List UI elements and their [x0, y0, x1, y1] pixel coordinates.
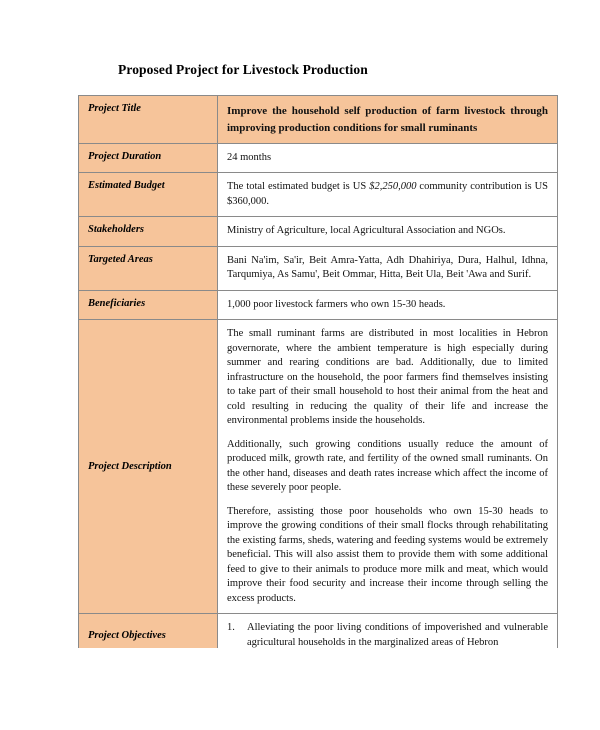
row-value-targeted-areas: Bani Na'im, Sa'ir, Beit Amra-Yatta, Adh Dhahiriya, Dura, Halhul, Idhna, Tarqumiya, As Samu', Beit Ommar, Hitta, Beit Ula, Beit 'Awa and Surif. — [218, 246, 558, 290]
description-paragraph-2: Additionally, such growing conditions usually reduce the amount of produced milk, growth rate, and fertility of the owned small ruminants. On the other hand, diseases and death rates increase which affect the income of these severely poor people. — [227, 438, 548, 494]
row-label-targeted-areas: Targeted Areas — [79, 246, 218, 290]
row-label-project-description: Project Description — [79, 320, 218, 614]
objectives-list — [227, 621, 548, 650]
row-value-estimated-budget: The total estimated budget is US $2,250,000 community contribution is US $360,000. — [218, 173, 558, 217]
table-row — [79, 246, 558, 290]
row-label-project-objectives: Project Objectives — [79, 614, 218, 658]
row-label-stakeholders: Stakeholders — [79, 217, 218, 246]
row-label-project-title: Project Title — [79, 96, 218, 144]
project-table — [78, 95, 558, 658]
table-row — [79, 96, 558, 144]
row-value-stakeholders: Ministry of Agriculture, local Agricultural Association and NGOs. — [218, 217, 558, 246]
table-row — [79, 173, 558, 217]
table-row — [79, 144, 558, 173]
row-value-beneficiaries: 1,000 poor livestock farmers who own 15-30 heads. — [218, 290, 558, 319]
row-label-beneficiaries: Beneficiaries — [79, 290, 218, 319]
description-paragraph-1: The small ruminant farms are distributed in most localities in Hebron governorate, where the ambient temperature is high especially during summer and rearing conditions are bad. Additionally, due to limited infrastructure on the household, the poor farmers find themselves insisting to take part of their small household to host their animal from the heat and cold resulting in reducing the quality of their life and increase the environmental problems inside the households. — [227, 328, 548, 427]
table-row — [79, 217, 558, 246]
row-value-project-title: Improve the household self production of farm livestock through improving production conditions for small ruminants — [218, 96, 558, 144]
row-label-project-duration: Project Duration — [79, 144, 218, 173]
project-table-container — [78, 95, 558, 658]
list-item — [227, 621, 548, 650]
row-label-estimated-budget: Estimated Budget — [79, 173, 218, 217]
page-bottom-mask — [0, 648, 600, 730]
row-value-project-description — [218, 320, 558, 614]
table-row — [79, 290, 558, 319]
table-row-description — [79, 320, 558, 614]
page-title: Proposed Project for Livestock Production — [118, 62, 368, 77]
row-value-project-duration: 24 months — [218, 144, 558, 173]
description-paragraph-3: Therefore, assisting those poor households who own 15-30 heads to improve the growing conditions of their small flocks through rehabilitating the existing farms, sheds, watering and feeding systems would be extremely beneficial. This will also assist them to provide them with some additional feed to give to their animals to produce more milk and meat, which would improve their food security and increase their income through selling the excess products. — [227, 505, 548, 604]
objective-text: Alleviating the poor living conditions of impoverished and vulnerable agricultural households in the marginalized areas of Hebron — [247, 622, 548, 648]
objective-number: 1. — [227, 622, 235, 634]
